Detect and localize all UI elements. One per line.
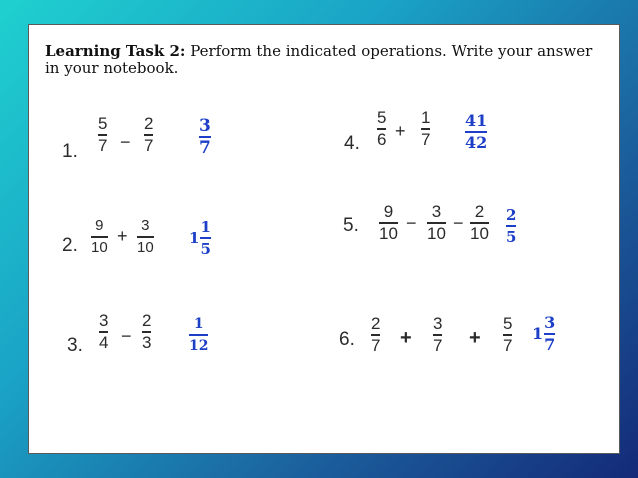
numerator: 9: [383, 202, 394, 221]
fraction-b: [421, 109, 430, 149]
denominator: 10: [137, 238, 154, 256]
answer-fraction: [465, 112, 487, 152]
answer-numerator: 2: [506, 206, 517, 224]
answer-denominator: 7: [544, 334, 556, 354]
denominator: 7: [421, 129, 431, 149]
answer-denominator: 5: [506, 227, 517, 246]
answer-fraction: [200, 218, 210, 258]
problem-number: 3.: [67, 335, 83, 356]
answer-numerator: 3: [544, 313, 556, 332]
denominator: 6: [377, 129, 387, 149]
answer-numerator: 41: [465, 111, 488, 130]
numerator: 2: [371, 314, 381, 333]
problem-number: 4.: [344, 133, 360, 154]
answer-fraction: [199, 117, 211, 157]
answer-denominator: 5: [200, 239, 211, 258]
numerator: 1: [421, 108, 431, 127]
operator: −: [453, 213, 464, 233]
fraction-b: [144, 115, 153, 155]
fraction-a: [98, 115, 107, 155]
answer-6: [532, 314, 555, 354]
problem-number: 1.: [62, 141, 78, 162]
fraction-b: [142, 312, 151, 352]
operator: +: [400, 327, 412, 349]
operator: +: [117, 226, 128, 246]
denominator: 7: [98, 135, 108, 155]
worksheet-card: [28, 24, 620, 454]
denominator: 7: [433, 335, 443, 355]
operator: +: [395, 121, 406, 141]
answer-3: [189, 315, 208, 355]
fraction-b: [427, 203, 446, 243]
denominator: 10: [91, 238, 108, 256]
answer-denominator: 7: [199, 137, 211, 158]
fraction-a: [91, 217, 108, 257]
answer-whole: 1: [532, 324, 544, 344]
numerator: 3: [433, 314, 443, 333]
numerator: 3: [99, 311, 109, 330]
answer-fraction: [189, 315, 208, 355]
task-title: Learning Task 2:: [45, 42, 186, 60]
answer-5: [506, 206, 516, 246]
answer-fraction: [544, 314, 555, 354]
answer-whole: 1: [189, 228, 200, 247]
answer-fraction: [506, 206, 516, 246]
numerator: 2: [474, 202, 485, 221]
operator: −: [121, 326, 132, 346]
denominator: 10: [379, 223, 398, 243]
fraction-c: [470, 203, 489, 243]
denominator: 10: [427, 223, 446, 243]
numerator: 3: [431, 202, 442, 221]
numerator: 2: [144, 114, 154, 133]
numerator: 3: [141, 217, 150, 234]
task-instructions: [45, 43, 610, 77]
fraction-b: [433, 315, 442, 355]
fraction-a: [371, 315, 380, 355]
problem-number: 6.: [339, 329, 355, 350]
operator: −: [120, 132, 131, 152]
fraction-a: [377, 109, 386, 149]
denominator: 10: [470, 223, 489, 243]
numerator: 5: [503, 314, 513, 333]
denominator: 3: [142, 332, 152, 352]
answer-4: [465, 112, 487, 152]
numerator: 2: [142, 311, 152, 330]
task-instruction-text: Perform the indicated operations. Write your answer in your notebook.: [45, 42, 593, 77]
answer-numerator: 3: [199, 116, 211, 136]
numerator: 9: [95, 217, 104, 234]
problem-number: 5.: [343, 215, 359, 236]
answer-denominator: 42: [465, 132, 488, 152]
operator: −: [406, 213, 417, 233]
denominator: 7: [144, 135, 154, 155]
answer-2: [189, 218, 211, 258]
operator: +: [469, 327, 481, 349]
fraction-b: [137, 217, 154, 257]
answer-denominator: 12: [189, 337, 209, 354]
denominator: 4: [99, 332, 109, 352]
denominator: 7: [371, 335, 381, 355]
answer-numerator: 1: [193, 316, 204, 332]
numerator: 5: [377, 108, 387, 127]
answer-numerator: 1: [200, 218, 211, 236]
answer-1: [199, 117, 211, 157]
problem-number: 2.: [62, 235, 78, 256]
numerator: 5: [98, 114, 108, 133]
fraction-a: [379, 203, 398, 243]
denominator: 7: [503, 335, 513, 355]
fraction-c: [503, 315, 512, 355]
fraction-a: [99, 312, 108, 352]
